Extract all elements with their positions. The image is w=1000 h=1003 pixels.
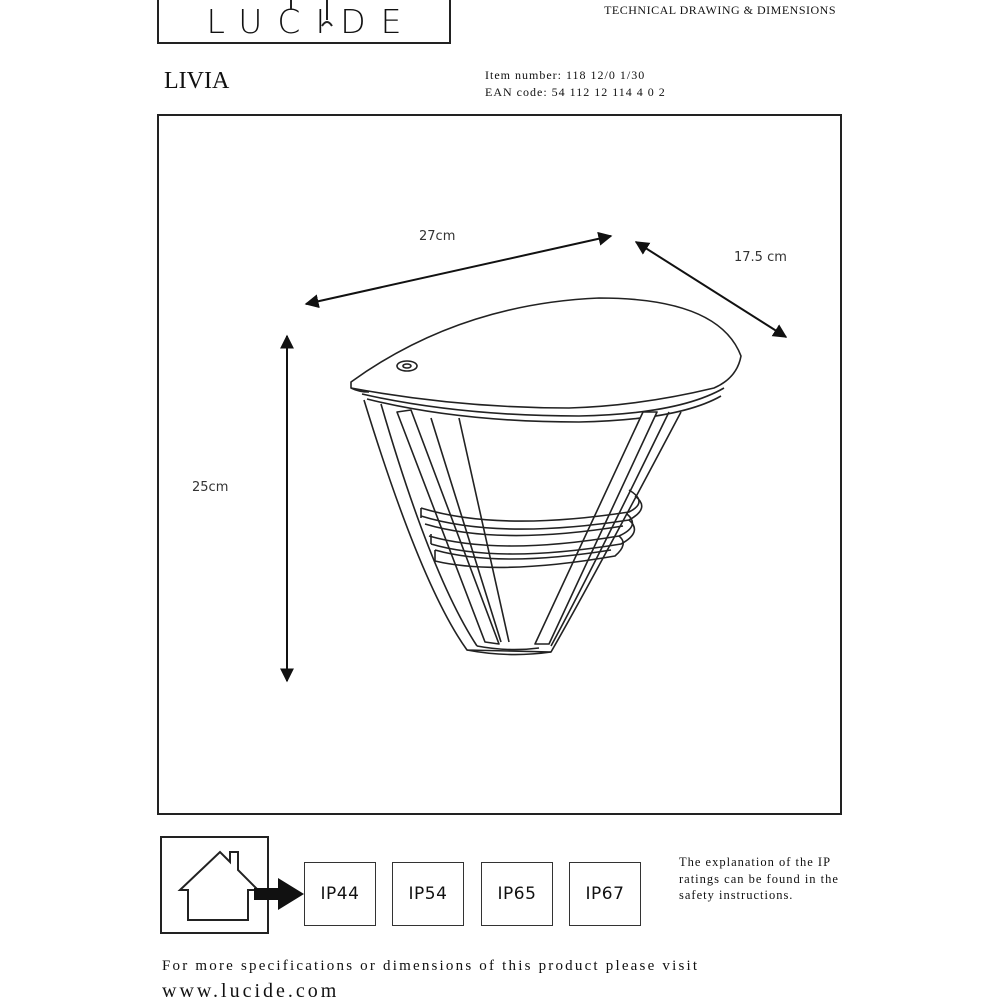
depth-dimension-label: 17.5 cm	[734, 250, 787, 265]
document-title: TECHNICAL DRAWING & DIMENSIONS	[604, 3, 836, 17]
lamp-drawing	[159, 116, 844, 817]
ean-code: EAN code: 54 112 12 114 4 0 2	[485, 85, 666, 99]
arrow-right-icon	[252, 876, 308, 912]
website-link[interactable]: www.lucide.com	[162, 980, 340, 1002]
width-dimension-line	[306, 236, 611, 304]
technical-drawing-frame	[157, 114, 842, 815]
ip-rating-badge: IP67	[569, 862, 641, 926]
width-dimension-label: 27cm	[419, 229, 456, 244]
item-number: Item number: 118 12/0 1/30	[485, 68, 646, 82]
lamp-body	[351, 298, 741, 655]
height-dimension-label: 25cm	[192, 480, 229, 495]
footer-text: For more specifications or dimensions of this product please visit	[162, 958, 700, 974]
brand-logo-text: LUCIDE	[206, 2, 417, 41]
ip-rating-badge: IP54	[392, 862, 464, 926]
lamp-icon	[159, 0, 453, 44]
ip-rating-badge: IP65	[481, 862, 553, 926]
ip-rating-badge: IP44	[304, 862, 376, 926]
brand-logo	[157, 0, 451, 44]
product-name: LIVIA	[164, 68, 230, 94]
ip-rating-note: The explanation of the IP ratings can be found in the safety instructions.	[679, 855, 839, 902]
